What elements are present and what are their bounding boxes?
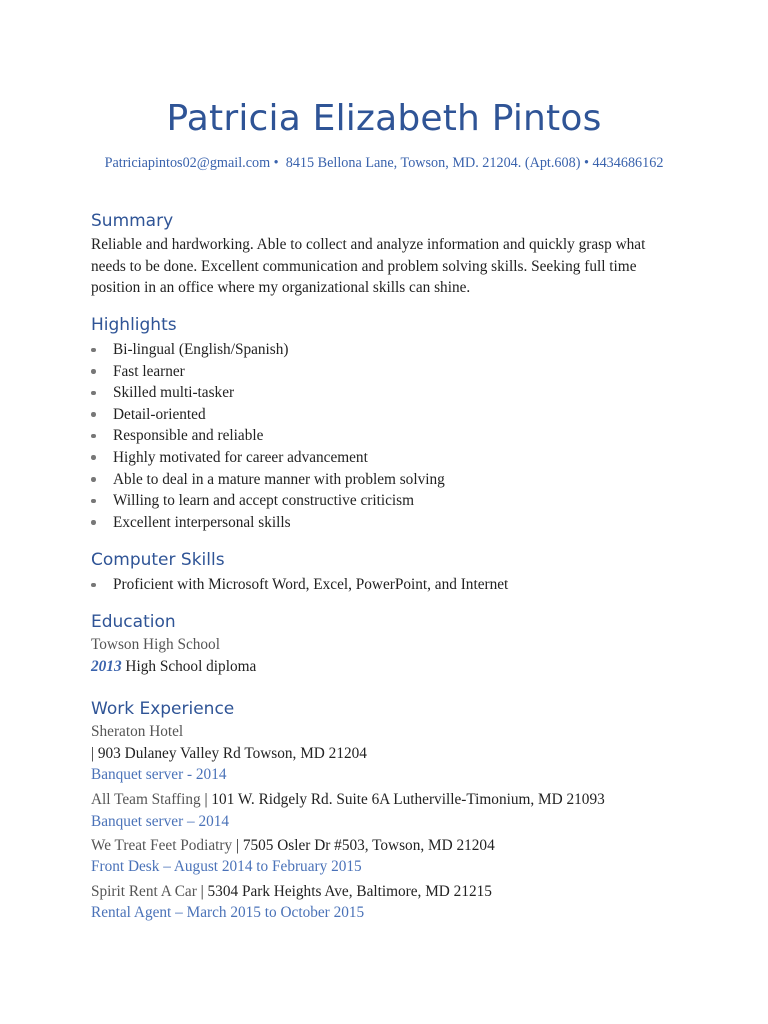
employer-line (91, 883, 492, 901)
job-role: Front Desk – August 2014 to February 2015 (91, 858, 362, 875)
list-item: Bi-lingual (English/Spanish) (91, 339, 445, 361)
list-item: Willing to learn and accept constructive criticism (91, 490, 445, 512)
employer-name: Spirit Rent A Car (91, 883, 197, 900)
education-entry (91, 658, 256, 676)
list-item: Skilled multi-tasker (91, 382, 445, 404)
employer-name: Sheraton Hotel (91, 723, 184, 740)
degree: High School diploma (125, 658, 257, 675)
summary-text: Reliable and hardworking. Able to collect and analyze information and quickly grasp what needs to be done. Excellent communication and problem solving skills. Seeking full time position in an office where my organizational skills can shine. (91, 236, 646, 296)
employer-address (91, 745, 367, 763)
address-text: | 903 Dulaney Valley Rd Towson, MD 21204 (91, 745, 367, 762)
computer-skills-heading: Computer Skills (91, 550, 225, 570)
job-role: Banquet server - 2014 (91, 766, 227, 783)
highlights-heading: Highlights (91, 315, 177, 335)
employer-name: We Treat Feet Podiatry (91, 837, 233, 854)
employer-line (91, 837, 495, 855)
list-item: Proficient with Microsoft Word, Excel, PowerPoint, and Internet (91, 574, 508, 596)
employer-address: | 7505 Osler Dr #503, Towson, MD 21204 (235, 837, 495, 854)
phone-number: 4434686162 (592, 155, 664, 171)
contact-line (0, 155, 768, 172)
employer-line (91, 791, 605, 809)
applicant-name: Patricia Elizabeth Pintos (166, 98, 602, 139)
list-item: Able to deal in a mature manner with problem solving (91, 469, 445, 491)
job-role: Rental Agent – March 2015 to October 2015 (91, 904, 365, 921)
email-address: Patriciapintos02@gmail.com (104, 155, 271, 171)
list-item: Responsible and reliable (91, 425, 445, 447)
summary-heading: Summary (91, 211, 174, 231)
list-item: Detail-oriented (91, 404, 445, 426)
education-heading: Education (91, 612, 176, 632)
work-experience-heading: Work Experience (91, 699, 235, 719)
computer-skills-list (91, 574, 508, 596)
job-role: Banquet server – 2014 (91, 813, 230, 830)
street-address: 8415 Bellona Lane, Towson, MD. 21204. (Apt.608) (285, 155, 581, 171)
list-item: Highly motivated for career advancement (91, 447, 445, 469)
list-item: Excellent interpersonal skills (91, 512, 445, 534)
separator-dot: • (273, 155, 279, 171)
employer-name: All Team Staffing (91, 791, 201, 808)
graduation-year: 2013 (91, 658, 122, 675)
school-name: Towson High School (91, 636, 220, 653)
employer-address: | 101 W. Ridgely Rd. Suite 6A Lutherville-Timonium, MD 21093 (204, 791, 605, 808)
highlights-list (91, 339, 445, 533)
separator-dot: • (583, 155, 589, 171)
list-item: Fast learner (91, 361, 445, 383)
employer-address: | 5304 Park Heights Ave, Baltimore, MD 21215 (200, 883, 492, 900)
